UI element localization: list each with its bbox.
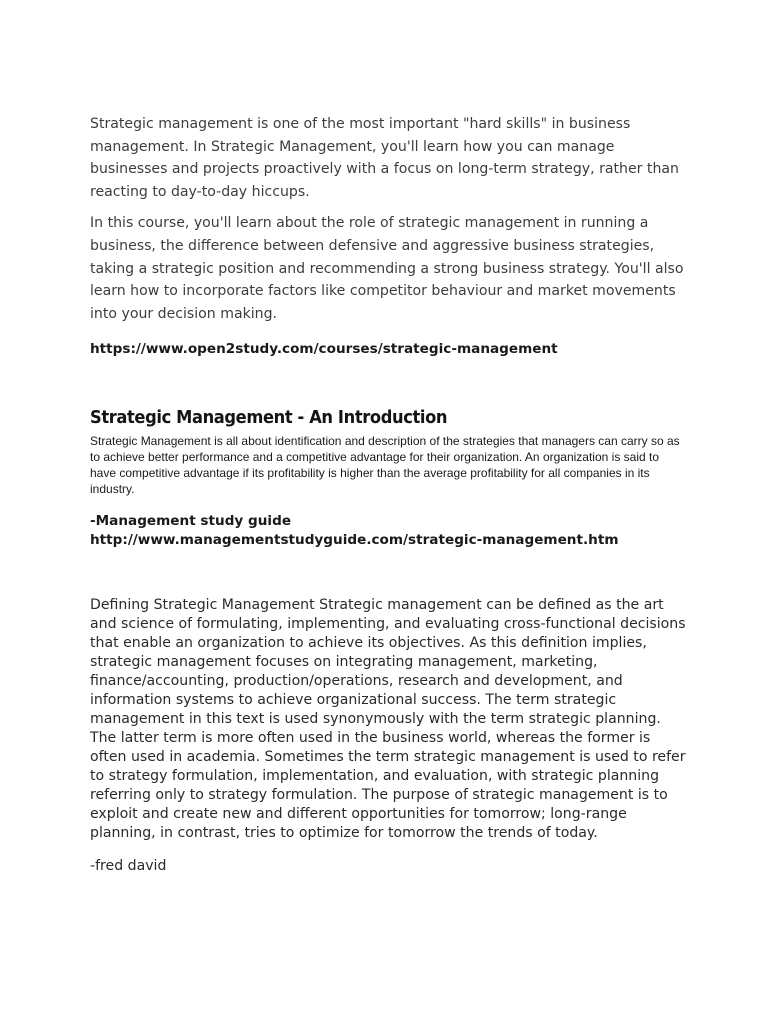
document-page — [90, 113, 688, 890]
source-url: http://www.managementstudyguide.com/strategic-management.htm — [90, 531, 619, 548]
intro-paragraph-1: Strategic management is one of the most important "hard skills" in business management. In Strategic Management, you'll learn how you can manage businesses and projects proactively with a focus on long-term strategy, rather than reacting to day-to-day hiccups. — [90, 116, 679, 200]
section-body: Strategic Management is all about identification and description of the strategies that managers can carry so as to achieve better performance and a competitive advantage for their organization. An organization is said to have competitive advantage if its profitability is higher than the average profitability for all companies in its industry. — [90, 434, 680, 496]
definition-paragraph: Defining Strategic Management Strategic management can be defined as the art and science of formulating, implementing, and evaluating cross-functional decisions that enable an organization to achieve its objectives. As this definition implies, strategic management focuses on integrating management, marketing, finance/accounting, production/operations, research and development, and information systems to achieve organizational success. The term strategic management in this text is used synonymously with the term strategic planning. The latter term is more often used in the business world, whereas the former is often used in academia. Sometimes the term strategic management is used to refer to strategy formulation, implementation, and evaluation, with strategic planning referring only to strategy formulation. The purpose of strategic management is to exploit and create new and different opportunities for tomorrow; long-range planning, in contrast, tries to optimize for tomorrow the trends of today. — [90, 596, 686, 841]
intro-paragraph-2: In this course, you'll learn about the role of strategic management in running a business, the difference between defensive and aggressive business strategies, taking a strategic position and recommending a strong business strategy. You'll also learn how to incorporate factors like competitor behaviour and market movements into your decision making. — [90, 215, 684, 322]
open2study-url: https://www.open2study.com/courses/strategic-management — [90, 341, 558, 358]
section-heading: Strategic Management - An Introduction — [90, 408, 448, 429]
author-attribution: -fred david — [90, 857, 167, 874]
source-name: -Management study guide — [90, 512, 292, 529]
source-citation — [90, 512, 688, 550]
